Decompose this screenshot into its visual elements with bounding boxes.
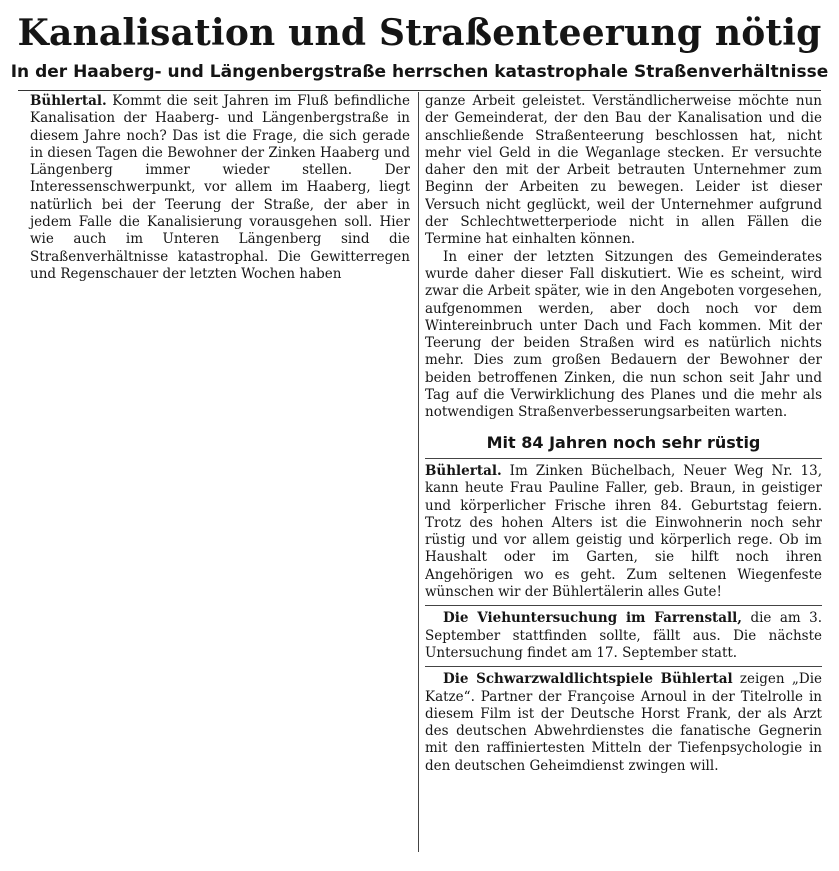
column-divider	[418, 92, 419, 852]
article3-separator	[425, 605, 822, 606]
article1-body-part2: ganze Arbeit geleistet. Verständlicherweise möchte nun der Gemeinderat, der den Bau der Kanalisation und die anschließende Straßenteerung beschlossen hat, nicht mehr viel Geld in die Weganlage stecken. Er versuchte daher den mit der Arbeit betrauten Unternehmer zum Beginn der Arbeiten zu bewegen. Leider ist dieser Versuch nicht geglückt, weil der Unternehmer aufgrund der Schlechtwetterperiode nicht in allen Fällen die Termine hat einhalten können.	[425, 93, 822, 248]
article2-separator	[425, 458, 822, 459]
article2-dateline: Bühlertal.	[425, 462, 502, 479]
right-column	[425, 93, 822, 853]
article2-paragraph	[425, 463, 822, 601]
article2-body: Im Zinken Büchelbach, Neuer Weg Nr. 13, kann heute Frau Pauline Faller, geb. Braun, in geistiger und körperlicher Frische ihren 84. Geburtstag feiern. Trotz des hohen Alters ist die Einwohnerin noch sehr rüstig und vor allem geistig und körperlich rege. Ob im Haushalt oder im Garten, sie hilft noch ihren Angehörigen wo es geht. Zum seltenen Wiegenfeste wünschen wir der Bühlertälerin alles Gute!	[425, 462, 822, 601]
article4-body: zeigen „Die Katze“. Partner der Françoise Arnoul in der Titelrolle in diesem Film ist der Deutsche Horst Frank, der als Arzt des deutschen Abwehrdienstes die fanatische Gegnerin mit den raffiniertesten Mitteln der Tiefenpsychologie in den deutschen Geheimdienst zwingen will.	[425, 671, 822, 774]
article1-body-part1: Kommt die seit Jahren im Fluß befindliche Kanalisation der Haaberg- und Längenbergstraße in diesem Jahre noch? Das ist die Frage, die sich gerade in diesen Tagen die Bewohner der Zinken Haaberg und Längenberg immer wieder stellen. Der Interessenschwerpunkt, vor allem im Haaberg, liegt natürlich bei der Teerung der Straße, der aber in jedem Falle die Kanalisierung vorausgehen soll. Hier wie auch im Unteren Längenberg sind die Straßenverhältnisse katastrophal. Die Gewitterregen und Regenschauer der letzten Wochen haben	[30, 93, 410, 282]
article1-body-part3: In einer der letzten Sitzungen des Gemeinderates wurde daher dieser Fall diskutiert. Wie es scheint, wird zwar die Arbeit später, wie in den Angeboten vorgesehen, aufgenommen werden, aber doch noch vor dem Wintereinbruch unter Dach und Fach kommen. Mit der Teerung der beiden Straßen wird es natürlich nichts mehr. Dies zum großen Bedauern der Bewohner der beiden betroffenen Zinken, die nun schon seit Jahr und Tag auf die Verwirklichung des Planes und die mehr als notwendigen Straßenverbesserungsarbeiten warten.	[425, 248, 822, 421]
article4-separator	[425, 666, 822, 667]
article3-lead: Die Viehuntersuchung im Farrenstall,	[443, 610, 742, 627]
article2-title: Mit 84 Jahren noch sehr rüstig	[486, 432, 761, 452]
top-rule	[18, 90, 821, 91]
article3-body: die am 3. September stattfinden sollte, fällt aus. Die nächste Untersuchung findet am 17. September statt.	[425, 610, 822, 661]
article4-paragraph	[425, 671, 822, 775]
article1-dateline: Bühlertal.	[30, 93, 107, 109]
left-column	[30, 93, 410, 283]
article3-paragraph	[425, 610, 822, 662]
article4-lead: Die Schwarzwaldlichtspiele Bühlertal	[443, 671, 733, 688]
subheadline: In der Haaberg- und Längenbergstraße herrschen katastrophale Straßenverhältnisse	[10, 62, 829, 82]
headline: Kanalisation und Straßenteerung nötig	[17, 12, 822, 54]
article1-paragraph-1	[30, 93, 410, 283]
